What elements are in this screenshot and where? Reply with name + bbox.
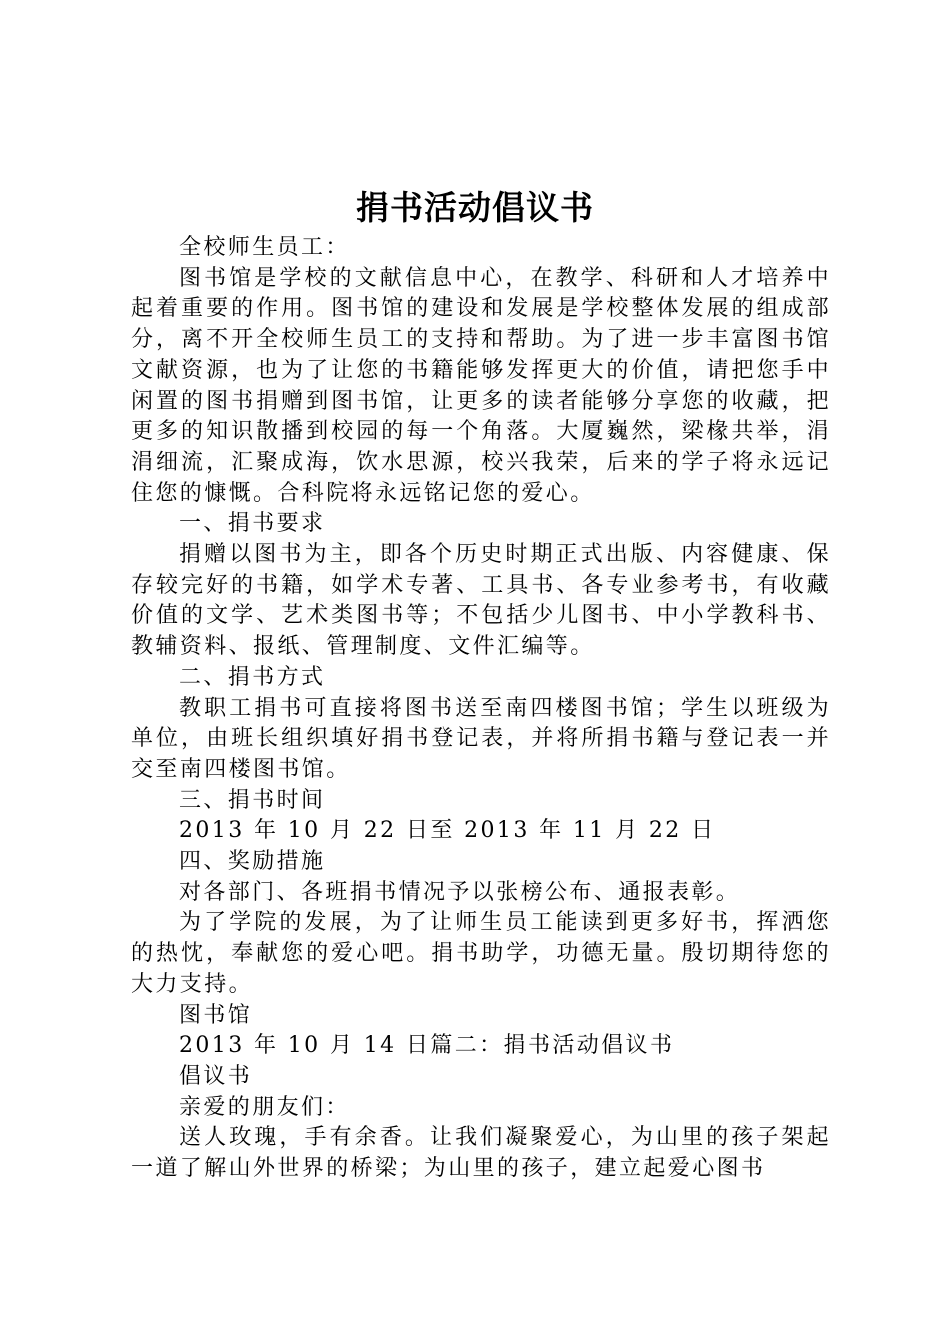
closing-paragraph: 为了学院的发展，为了让师生员工能读到更多好书，挥洒您的热忱，奉献您的爱心吧。捐书助学，功德无量。殷切期待您的大力支持。: [131, 910, 831, 997]
rewards-paragraph: 对各部门、各班捐书情况予以张榜公布、通报表彰。: [179, 879, 741, 905]
second-paragraph: 送人玫瑰，手有余香。让我们凝聚爱心，为山里的孩子架起一道了解山外世界的桥梁；为山里的孩子，建立起爱心图书: [131, 1125, 831, 1182]
second-salutation: 亲爱的朋友们：: [179, 1094, 350, 1120]
salutation: 全校师生员工：: [179, 235, 350, 260]
section-heading-rewards: 四、奖励措施: [179, 849, 326, 875]
section-heading-requirements: 一、捐书要求: [179, 511, 326, 537]
signature-library: 图书馆: [179, 1002, 253, 1028]
time-paragraph: 2013 年 10 月 22 日至 2013 年 11 月 22 日: [179, 818, 716, 844]
second-title: 倡议书: [179, 1063, 253, 1089]
intro-paragraph: 图书馆是学校的文献信息中心，在教学、科研和人才培养中起着重要的作用。图书馆的建设和发展是学校整体发展的组成部分，离不开全校师生员工的支持和帮助。为了进一步丰富图书馆文献资源，也为了让您的书籍能够发挥更大的价值，请把您手中闲置的图书捐赠到图书馆，让更多的读者能够分享您的收藏，把更多的知识散播到校园的每一个角落。大厦巍然，梁椽共举，涓涓细流，汇聚成海，饮水思源，校兴我荣，后来的学子将永远记住您的慷慨。合科院将永远铭记您的爱心。: [131, 265, 831, 506]
requirements-paragraph: 捐赠以图书为主，即各个历史时期正式出版、内容健康、保存较完好的书籍，如学术专著、工具书、各专业参考书，有收藏价值的文学、艺术类图书等；不包括少儿图书、中小学教科书、教辅资料、报纸、管理制度、文件汇编等。: [131, 542, 831, 660]
section-heading-method: 二、捐书方式: [179, 664, 326, 690]
document-body: [131, 233, 831, 1185]
method-paragraph: 教职工捐书可直接将图书送至南四楼图书馆；学生以班级为单位，由班长组织填好捐书登记表，并将所捐书籍与登记表一并交至南四楼图书馆。: [131, 695, 831, 782]
section-heading-time: 三、捐书时间: [179, 787, 326, 813]
signature-date: 2013 年 10 月 14 日篇二：捐书活动倡议书: [179, 1033, 675, 1059]
document-title: 捐书活动倡议书: [356, 188, 594, 227]
